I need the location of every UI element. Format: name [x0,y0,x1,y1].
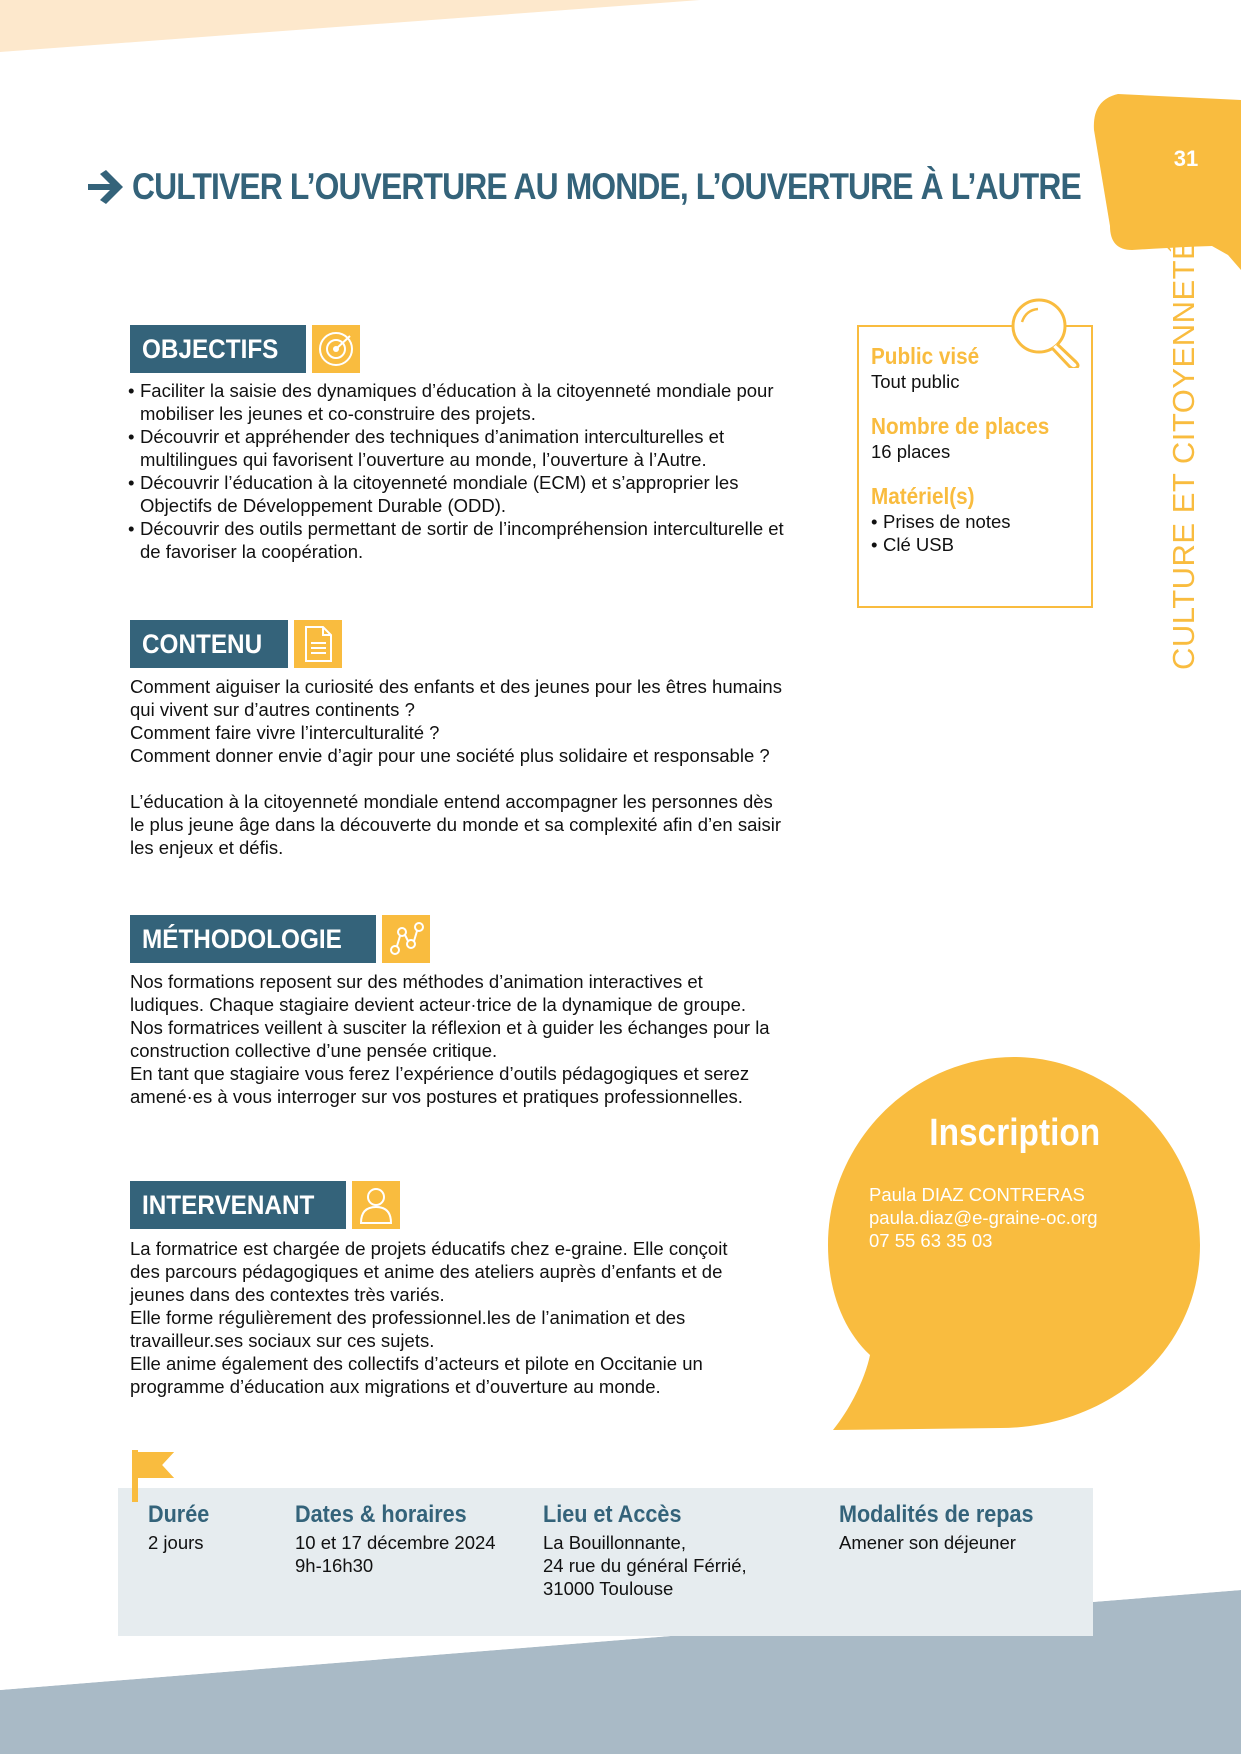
public-value: Tout public [871,371,960,392]
page-title-row [86,166,1235,208]
public-label: Public visé [871,343,980,369]
magnifier-icon [1008,296,1084,368]
intervenant-paragraph: La formatrice est chargée de projets éducatifs chez e-graine. Elle conçoit des parcours pédagogiques et anime des ateliers auprès d’enfants et de jeunes dans des contextes très variés. [130,1238,728,1305]
contenu-paragraph: Comment faire vivre l’interculturalité ? [130,722,440,743]
methodologie-header [130,915,430,963]
lieu-line: 31000 Toulouse [543,1578,674,1599]
side-category-label: CULTURE ET CITOYENNETÉ [1166,238,1201,670]
contenu-paragraph: Comment donner envie d’agir pour une société plus solidaire et responsable ? [130,745,770,766]
repas-label: Modalités de repas [839,1501,1034,1528]
objectifs-label: OBJECTIFS [130,325,306,373]
lieu-label: Lieu et Accès [543,1501,682,1528]
contenu-header [130,620,342,668]
contact-email[interactable]: paula.diaz@e-graine-oc.org [869,1207,1098,1228]
lieu-line: La Bouillonnante, [543,1532,686,1553]
inscription-contact [869,1183,1098,1252]
lieu-line: 24 rue du général Férrié, [543,1555,747,1576]
intervenant-header [130,1181,400,1229]
page-number: 31 [1173,146,1199,171]
footer-duree [148,1501,216,1554]
document-icon [294,620,342,668]
footer-dates [295,1501,496,1577]
flag-icon [128,1448,178,1504]
top-left-band [0,0,700,52]
arrow-right-icon [86,170,124,204]
intervenant-paragraph: Elle forme régulièrement des professionnel.les de l’animation et des travailleur.ses sociaux sur ces sujets. [130,1307,686,1351]
objectifs-header [130,325,360,373]
materiel-list [871,510,1086,556]
materiel-label: Matériel(s) [871,483,975,509]
footer-lieu [543,1501,747,1600]
list-item: • Prises de notes [871,510,1086,533]
list-item: • Découvrir et appréhender des techniques d’animation interculturelles et multilingues qui favorisent l’ouverture au monde, l’ouverture à l’Autre. [128,425,788,471]
footer-repas [839,1501,1055,1554]
list-item: • Découvrir l’éducation à la citoyenneté mondiale (ECM) et s’approprier les Objectifs de Développement Durable (ODD). [128,471,788,517]
contenu-paragraph: L’éducation à la citoyenneté mondiale entend accompagner les personnes dès le plus jeune âge dans la découverte du monde et sa complexité afin d’en saisir les enjeux et défis. [130,791,781,858]
list-item: • Découvrir des outils permettant de sortir de l’incompréhension interculturelle et de favoriser la coopération. [128,517,788,563]
hours-value: 9h-16h30 [295,1555,374,1576]
places-label: Nombre de places [871,413,1050,439]
list-item: • Faciliter la saisie des dynamiques d’éducation à la citoyenneté mondiale pour mobiliser les jeunes et co-construire des projets. [128,379,788,425]
methodologie-text [130,970,770,1108]
duree-value: 2 jours [148,1532,204,1553]
contact-phone[interactable]: 07 55 63 35 03 [869,1230,993,1251]
contenu-paragraph: Comment aiguiser la curiosité des enfants et des jeunes pour les êtres humains qui vivent sur d’autres continents ? [130,676,782,720]
page-title: CULTIVER L’OUVERTURE AU MONDE, L’OUVERTURE À L’AUTRE [132,166,1081,207]
methodologie-paragraph: En tant que stagiaire vous ferez l’expérience d’outils pédagogiques et serez amené·es à vous interroger sur vos postures et pratiques professionnelles. [130,1063,750,1107]
dates-label: Dates & horaires [295,1501,467,1528]
network-icon [382,915,430,963]
list-item: • Clé USB [871,533,1086,556]
intervenant-paragraph: Elle anime également des collectifs d’acteurs et pilote en Occitanie un programme d’éducation aux migrations et d’ouverture au monde. [130,1353,703,1397]
inscription-title: Inscription [929,1112,1100,1154]
person-icon [352,1181,400,1229]
contact-name: Paula DIAZ CONTRERAS [869,1184,1085,1205]
duree-label: Durée [148,1501,210,1528]
methodologie-paragraph: Nos formations reposent sur des méthodes d’animation interactives et ludiques. Chaque stagiaire devient acteur·trice de la dynamique de groupe. Nos formatrices veillent à susciter la réflexion et à guider les échanges pour la construction collective d’une pensée critique. [130,971,770,1061]
contenu-text [130,675,790,859]
intervenant-label: INTERVENANT [130,1181,346,1229]
methodologie-label: MÉTHODOLOGIE [130,915,376,963]
places-value: 16 places [871,441,951,462]
repas-value: Amener son déjeuner [839,1532,1016,1553]
dates-value: 10 et 17 décembre 2024 [295,1532,496,1553]
target-icon [312,325,360,373]
objectifs-list [128,379,788,563]
intervenant-text [130,1237,730,1398]
contenu-label: CONTENU [130,620,288,668]
